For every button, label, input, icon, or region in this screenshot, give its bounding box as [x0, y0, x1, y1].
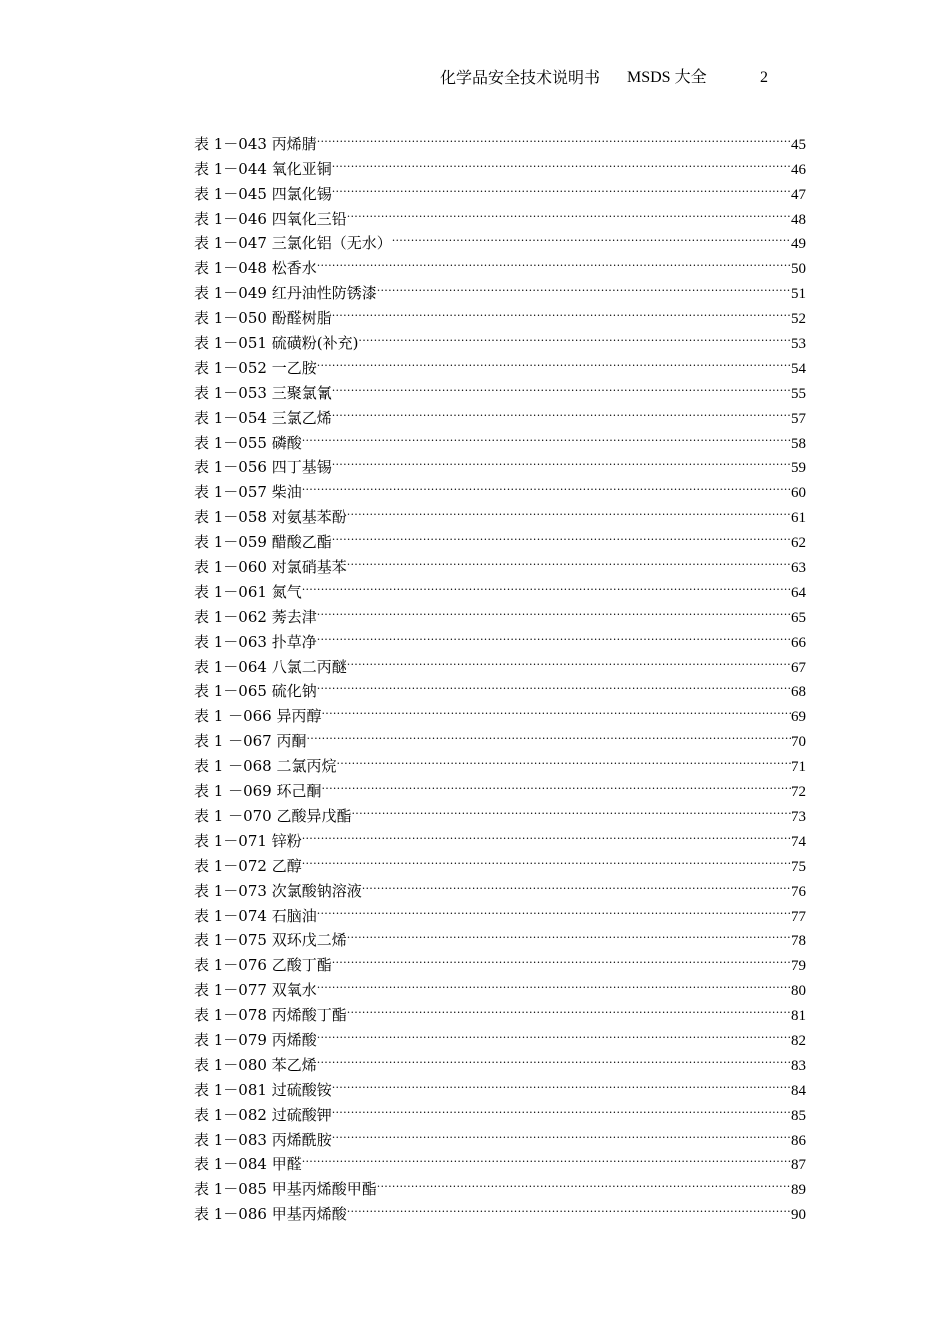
toc-dot-leader	[317, 1020, 791, 1045]
toc-entry-label: 表 1－049 红丹油性防锈漆	[194, 284, 377, 303]
document-subtitle: MSDS 大全	[627, 69, 707, 86]
toc-dot-leader	[321, 696, 791, 721]
toc-dot-leader	[317, 124, 791, 149]
toc-dot-leader	[332, 298, 791, 323]
toc-entry-page: 78	[791, 933, 806, 950]
toc-dot-leader	[332, 1070, 791, 1095]
toc-entry-label: 表 1－060 对氯硝基苯	[194, 558, 347, 577]
toc-entry-page: 72	[791, 784, 806, 801]
toc-entry-label: 表 1－065 硫化钠	[194, 682, 317, 701]
toc-dot-leader	[321, 771, 791, 796]
toc-dot-leader	[347, 199, 791, 224]
toc-dot-leader	[332, 448, 791, 473]
toc-entry-page: 63	[791, 560, 806, 577]
toc-entry-label: 表 1－044 氧化亚铜	[194, 159, 332, 178]
toc-dot-leader	[347, 995, 791, 1020]
toc-entry-page: 84	[791, 1082, 806, 1099]
toc-entry-page: 62	[791, 535, 806, 552]
toc-entry-label: 表 1－051 硫磺粉(补充)	[194, 334, 359, 353]
toc-dot-leader	[347, 921, 791, 946]
toc-entry-label: 表 1－053 三聚氯氰	[194, 383, 332, 402]
toc-entry-page: 81	[791, 1008, 806, 1025]
toc-entry-label: 表 1－086 甲基丙烯酸	[194, 1205, 347, 1224]
toc-entry-page: 80	[791, 983, 806, 1000]
toc-entry-label: 表 1－064 八氯二丙醚	[194, 657, 347, 676]
page-number: 2	[760, 69, 768, 86]
toc-entry-label: 表 1－074 石脑油	[194, 906, 317, 925]
toc-entry-label: 表 1－061 氮气	[194, 582, 302, 601]
toc-entry-label: 表 1－063 扑草净	[194, 632, 317, 651]
toc-entry-label: 表 1－077 双氧水	[194, 981, 317, 1000]
toc-dot-leader	[332, 945, 791, 970]
toc-entry-page: 45	[791, 136, 806, 153]
toc-dot-leader	[347, 497, 791, 522]
toc-entry-label: 表 1－081 过硫酸铵	[194, 1080, 332, 1099]
toc-entry-page: 50	[791, 261, 806, 278]
toc-entry-label: 表 1－075 双环戊二烯	[194, 931, 347, 950]
toc-entry-label: 表 1－052 一乙胺	[194, 358, 317, 377]
toc-entry-label: 表 1－078 丙烯酸丁酯	[194, 1006, 347, 1025]
toc-dot-leader	[377, 273, 791, 298]
toc-dot-leader	[347, 647, 791, 672]
page-header	[0, 66, 950, 90]
toc-entry-label: 表 1 －068 二氯丙烷	[194, 757, 337, 776]
toc-entry-label: 表 1－047 三氯化铝（无水）	[194, 234, 392, 253]
toc-entry-page: 77	[791, 908, 806, 925]
toc-entry-label: 表 1－059 醋酸乙酯	[194, 533, 332, 552]
toc-dot-leader	[332, 149, 791, 174]
toc-entry-page: 79	[791, 958, 806, 975]
toc-entry-page: 83	[791, 1057, 806, 1074]
toc-entry-page: 75	[791, 858, 806, 875]
toc-dot-leader	[332, 522, 791, 547]
toc-dot-leader	[317, 896, 791, 921]
toc-entry-label: 表 1－079 丙烯酸	[194, 1030, 317, 1049]
toc-entry-page: 48	[791, 211, 806, 228]
toc-dot-leader	[317, 672, 791, 697]
toc-entry-label: 表 1－080 苯乙烯	[194, 1055, 317, 1074]
toc-entry-page: 71	[791, 759, 806, 776]
toc-dot-leader	[302, 423, 791, 448]
toc-entry-page: 69	[791, 709, 806, 726]
toc-dot-leader	[351, 796, 791, 821]
toc-entry-label: 表 1－057 柴油	[194, 483, 302, 502]
toc-dot-leader	[332, 1120, 791, 1145]
toc-dot-leader	[302, 572, 791, 597]
toc-entry-page: 57	[791, 410, 806, 427]
toc-entry-label: 表 1－055 磷酸	[194, 433, 302, 452]
toc-entry-label: 表 1－045 四氯化锡	[194, 184, 332, 203]
toc-entry-label: 表 1－082 过硫酸钾	[194, 1105, 332, 1124]
toc-dot-leader	[317, 348, 791, 373]
toc-dot-leader	[317, 622, 791, 647]
toc-entry-label: 表 1－085 甲基丙烯酸甲酯	[194, 1180, 377, 1199]
toc-entry-page: 70	[791, 734, 806, 751]
toc-entry-label: 表 1－084 甲醛	[194, 1155, 302, 1174]
table-of-contents	[194, 124, 806, 1224]
toc-entry-label: 表 1－076 乙酸丁酯	[194, 956, 332, 975]
toc-entry-page: 53	[791, 336, 806, 353]
toc-entry-label: 表 1 －067 丙酮	[194, 732, 307, 751]
toc-entry-page: 60	[791, 485, 806, 502]
toc-dot-leader	[317, 597, 791, 622]
toc-entry-page: 52	[791, 311, 806, 328]
toc-entry-label: 表 1－073 次氯酸钠溶液	[194, 881, 362, 900]
toc-dot-leader	[306, 721, 791, 746]
toc-dot-leader	[302, 846, 791, 871]
toc-dot-leader	[347, 547, 791, 572]
toc-dot-leader	[347, 1194, 791, 1219]
toc-entry-page: 85	[791, 1107, 806, 1124]
toc-entry-page: 49	[791, 236, 806, 253]
toc-entry-label: 表 1－072 乙醇	[194, 856, 302, 875]
toc-dot-leader	[332, 398, 791, 423]
toc-entry-page: 66	[791, 634, 806, 651]
toc-entry-page: 61	[791, 510, 806, 527]
toc-entry-label: 表 1 －069 环己酮	[194, 782, 322, 801]
toc-entry-label: 表 1－071 锌粉	[194, 831, 302, 850]
toc-entry-label: 表 1 －070 乙酸异戊酯	[194, 806, 352, 825]
toc-entry-label: 表 1－050 酚醛树脂	[194, 309, 332, 328]
toc-entry-page: 73	[791, 808, 806, 825]
document-title: 化学品安全技术说明书	[440, 68, 601, 87]
toc-dot-leader	[317, 1045, 791, 1070]
toc-entry-page: 65	[791, 609, 806, 626]
toc-dot-leader	[302, 821, 791, 846]
toc-entry-page: 90	[791, 1207, 806, 1224]
toc-entry-label: 表 1－043 丙烯腈	[194, 134, 317, 153]
toc-entry-label: 表 1－046 四氧化三铅	[194, 209, 347, 228]
toc-entry-page: 64	[791, 584, 806, 601]
toc-entry-label: 表 1－058 对氨基苯酚	[194, 508, 347, 527]
toc-entry-page: 74	[791, 833, 806, 850]
toc-entry-page: 55	[791, 385, 806, 402]
toc-entry-page: 89	[791, 1182, 806, 1199]
toc-dot-leader	[377, 1169, 791, 1194]
toc-dot-leader	[332, 174, 791, 199]
toc-entry-page: 87	[791, 1157, 806, 1174]
toc-entry-label: 表 1－054 三氯乙烯	[194, 408, 332, 427]
toc-entry[interactable]	[194, 124, 806, 153]
toc-dot-leader	[302, 472, 791, 497]
toc-dot-leader	[392, 224, 791, 249]
toc-entry-page: 54	[791, 360, 806, 377]
toc-entry-page: 86	[791, 1132, 806, 1149]
toc-entry-page: 46	[791, 161, 806, 178]
toc-entry-page: 82	[791, 1032, 806, 1049]
toc-entry-page: 59	[791, 460, 806, 477]
toc-entry-page: 68	[791, 684, 806, 701]
toc-entry-page: 67	[791, 659, 806, 676]
toc-dot-leader	[332, 373, 791, 398]
toc-entry-page: 51	[791, 286, 806, 303]
toc-entry-page: 76	[791, 883, 806, 900]
toc-entry-label: 表 1－062 莠去津	[194, 607, 317, 626]
toc-dot-leader	[317, 248, 791, 273]
toc-entry-label: 表 1－083 丙烯酰胺	[194, 1130, 332, 1149]
toc-entry-label: 表 1 －066 异丙醇	[194, 707, 322, 726]
toc-dot-leader	[302, 1145, 791, 1170]
toc-dot-leader	[317, 970, 791, 995]
toc-entry-page: 47	[791, 186, 806, 203]
toc-dot-leader	[332, 1095, 791, 1120]
toc-dot-leader	[336, 746, 791, 771]
toc-entry-page: 58	[791, 435, 806, 452]
toc-entry-label: 表 1－056 四丁基锡	[194, 458, 332, 477]
toc-dot-leader	[362, 871, 791, 896]
toc-dot-leader	[358, 323, 791, 348]
toc-entry-label: 表 1－048 松香水	[194, 259, 317, 278]
